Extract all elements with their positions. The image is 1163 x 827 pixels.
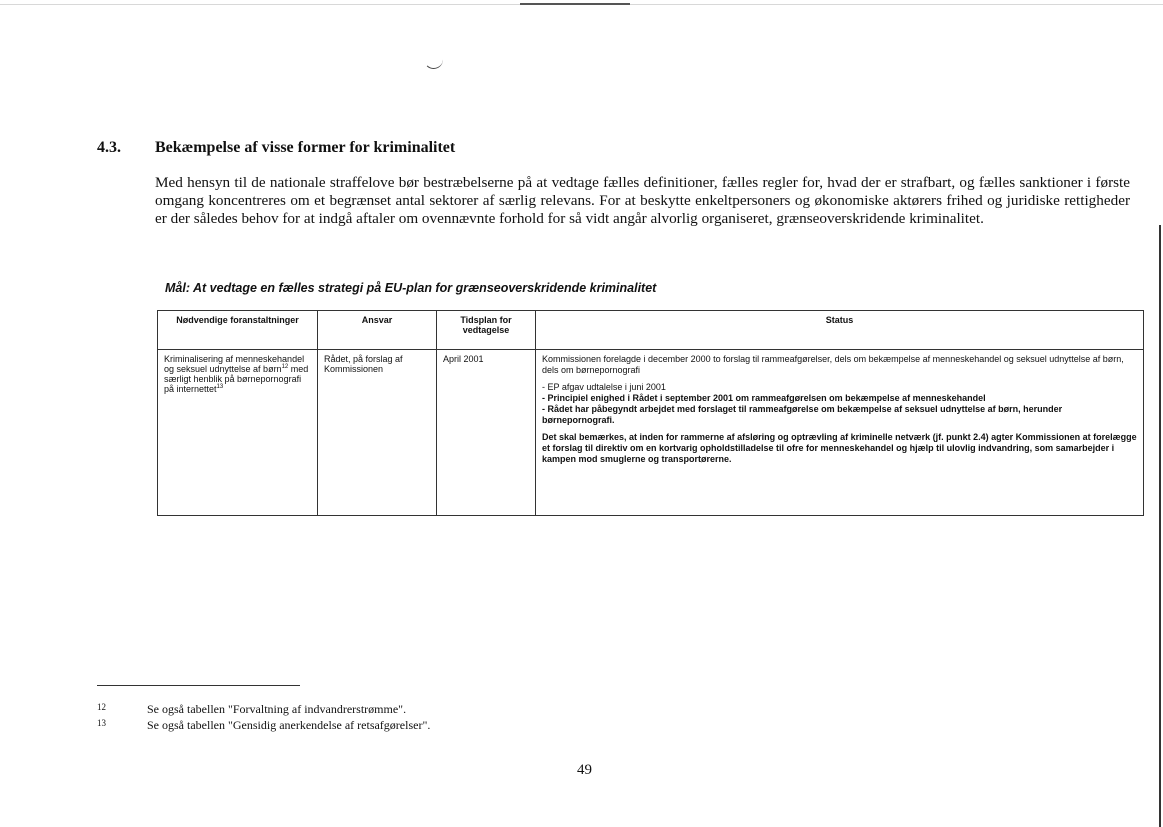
cell-responsible: Rådet, på forslag af Kommissionen: [318, 350, 437, 516]
page-number: 49: [577, 762, 592, 778]
cell-timeline: April 2001: [437, 350, 536, 516]
table-header-row: [158, 311, 1144, 350]
measures-table: [157, 310, 1144, 516]
footnote-12: [97, 702, 406, 717]
footnote-rule: [97, 685, 300, 686]
footnote-ref-12: 12: [281, 364, 289, 370]
goal-heading: Mål: At vedtage en fælles strategi på EU-plan for grænseoverskridende kriminalitet: [165, 281, 657, 295]
scan-right-edge: [1159, 225, 1161, 827]
scan-top-mark: [520, 3, 630, 5]
footnote-number: 13: [97, 718, 106, 728]
cell-status: [536, 350, 1144, 516]
section-paragraph: Med hensyn til de nationale straffelove bør bestræbelserne på at vedtage fælles definitioner, fælles regler for, hvad der er strafbart, og fælles sanktioner i første omgang koncentreres om et begrænset antal sektorer af særlig relevans. For at beskytte enkeltpersoners og økonomiske aktørers frihed og juridiske rettigheder er der således behov for at indgå aftaler om ovennævnte forhold for så vidt angår alvorlig organiseret, grænseoverskridende kriminalitet.: [155, 174, 1130, 227]
header-status: Status: [536, 311, 1144, 350]
footnote-13: [97, 718, 430, 733]
footnote-text: Se også tabellen "Gensidig anerkendelse af retsafgørelser".: [147, 718, 431, 732]
section-number: 4.3.: [97, 139, 121, 156]
table-row: [158, 350, 1144, 516]
status-line-1: Kommissionen forelagde i december 2000 to forslag til rammeafgørelser, dels om bekæmpelse af menneskehandel og seksuel udnyttelse af børn, dels om børnepornografi: [542, 354, 1124, 375]
status-line-3: - Principiel enighed i Rådet i september 2001 om rammeafgørelsen om bekæmpelse af menneskehandel: [542, 393, 986, 403]
status-line-5: Det skal bemærkes, at inden for rammerne af afsløring og optrævling af kriminelle netværk (jf. punkt 2.4) agter Kommissionen at forelægge et forslag til direktiv om en kortvarig opholdstilladelse til ofre for menneskehandel og hjælp til ulovlig indvandring, som samarbejder i kampen mod smuglerne og transportørerne.: [542, 432, 1137, 464]
footnote-number: 12: [97, 702, 106, 712]
header-measures: Nødvendige foranstaltninger: [158, 311, 318, 350]
measure-text-b: med særligt henblik på børnepornografi på internettet: [164, 364, 309, 394]
scan-artifact: [424, 56, 443, 69]
status-line-2: - EP afgav udtalelse i juni 2001: [542, 382, 666, 392]
footnote-text: Se også tabellen "Forvaltning af indvandrerstrømme".: [147, 702, 407, 716]
section-title: Bekæmpelse af visse former for kriminalitet: [155, 139, 456, 156]
measure-text-a: Kriminalisering af menneskehandel og seksuel udnyttelse af børn: [164, 354, 305, 374]
footnote-ref-13: 13: [216, 384, 224, 390]
header-responsible: Ansvar: [318, 311, 437, 350]
status-line-4: - Rådet har påbegyndt arbejdet med forslaget til rammeafgørelse om bekæmpelse af seksuel udnyttelse af børn, herunder børnepornografi.: [542, 404, 1063, 425]
cell-measure: [158, 350, 318, 516]
header-timeline: Tidsplan for vedtagelse: [437, 311, 536, 350]
